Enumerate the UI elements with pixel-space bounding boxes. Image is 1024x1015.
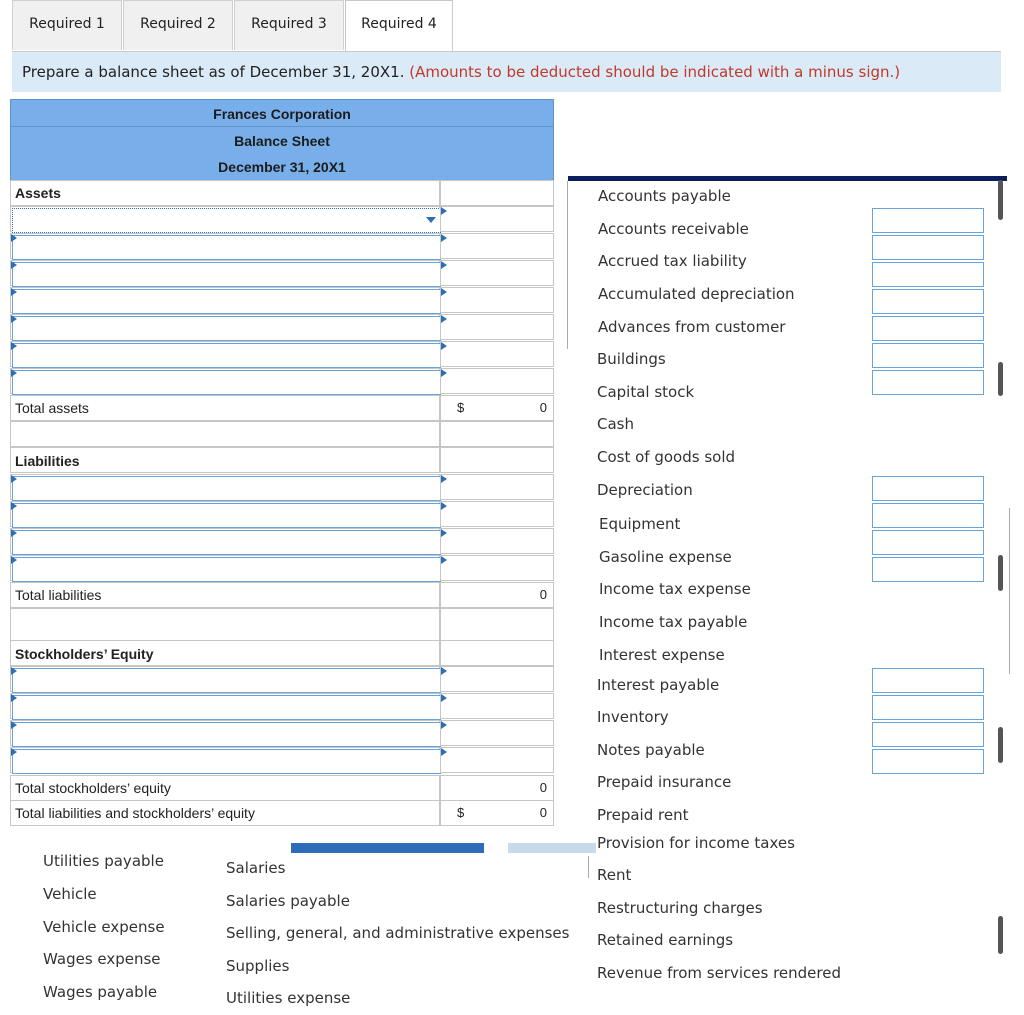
option-item[interactable]: Equipment	[599, 515, 681, 533]
triangle-marker-icon	[11, 288, 17, 296]
total-assets-value: 0	[539, 400, 547, 415]
total-liabilities-row	[10, 582, 554, 608]
tab-required-4[interactable]: Required 4	[345, 0, 453, 51]
asset-amount-input[interactable]	[872, 262, 984, 287]
option-item[interactable]: Accounts payable	[598, 187, 731, 205]
liabilities-label: Liabilities	[10, 447, 440, 473]
total-le-label: Total liabilities and stockholders’ equity	[10, 800, 440, 826]
total-equity-row	[10, 775, 554, 801]
triangle-marker-icon	[441, 529, 447, 537]
asset-account-select[interactable]	[12, 289, 441, 314]
equity-amount-input[interactable]	[872, 749, 984, 774]
liability-account-select[interactable]	[12, 476, 441, 501]
equity-account-select[interactable]	[12, 749, 441, 774]
liability-account-select[interactable]	[12, 557, 441, 582]
currency-symbol: $	[457, 400, 465, 415]
option-item[interactable]: Retained earnings	[597, 931, 734, 949]
option-item[interactable]: Utilities payable	[43, 852, 164, 870]
total-le-value: 0	[539, 805, 547, 820]
company-name: Frances Corporation	[10, 99, 554, 127]
option-item[interactable]: Accrued tax liability	[598, 252, 747, 270]
total-equity-label: Total stockholders’ equity	[10, 775, 440, 801]
option-item[interactable]: Gasoline expense	[599, 548, 732, 566]
triangle-marker-icon	[441, 234, 447, 242]
triangle-marker-icon	[11, 261, 17, 269]
triangle-marker-icon	[11, 369, 17, 377]
asset-row	[10, 287, 554, 313]
scrollbar-thumb[interactable]	[998, 555, 1003, 591]
triangle-marker-icon	[11, 475, 17, 483]
triangle-marker-icon	[441, 556, 447, 564]
option-item[interactable]: Vehicle	[43, 885, 97, 903]
liability-amount-input[interactable]	[872, 503, 984, 528]
triangle-marker-icon	[441, 748, 447, 756]
triangle-marker-icon	[11, 502, 17, 510]
liability-row	[10, 501, 554, 527]
option-item[interactable]: Rent	[597, 866, 632, 884]
asset-row	[10, 314, 554, 340]
option-item[interactable]: Prepaid rent	[597, 806, 689, 824]
option-item[interactable]: Restructuring charges	[597, 899, 763, 917]
instruction-note: (Amounts to be deducted should be indicated with a minus sign.)	[409, 63, 901, 81]
instruction-text: Prepare a balance sheet as of December 31, 20X1.	[22, 63, 405, 81]
option-item[interactable]: Advances from customer	[598, 318, 786, 336]
divider	[567, 181, 568, 349]
triangle-marker-icon	[11, 721, 17, 729]
liability-account-select[interactable]	[12, 503, 441, 528]
divider	[588, 856, 589, 878]
equity-row	[10, 720, 554, 746]
asset-amount-input[interactable]	[872, 289, 984, 314]
tab-required-1[interactable]: Required 1	[12, 0, 122, 50]
liability-amount-input[interactable]	[872, 557, 984, 582]
liability-row	[10, 555, 554, 581]
liability-row	[10, 474, 554, 500]
triangle-marker-icon	[441, 261, 447, 269]
total-equity-value: 0	[539, 780, 547, 795]
asset-account-select[interactable]	[12, 235, 441, 260]
option-item[interactable]: Income tax expense	[599, 580, 751, 598]
triangle-marker-icon	[441, 207, 447, 215]
equity-account-select[interactable]	[12, 722, 441, 747]
sheet-date: December 31, 20X1	[218, 159, 346, 175]
option-item[interactable]: Supplies	[226, 957, 290, 975]
asset-amount-input[interactable]	[872, 316, 984, 341]
currency-symbol: $	[457, 805, 465, 820]
triangle-marker-icon	[11, 556, 17, 564]
dropdown-top-border	[568, 176, 1007, 181]
scrollbar-thumb[interactable]	[998, 180, 1003, 220]
tab-bar	[12, 0, 1001, 52]
scrollbar-thumb[interactable]	[998, 362, 1003, 396]
equity-amount-input[interactable]	[872, 695, 984, 720]
asset-account-select[interactable]	[12, 316, 441, 341]
triangle-marker-icon	[441, 315, 447, 323]
option-item[interactable]: Vehicle expense	[43, 918, 165, 936]
triangle-marker-icon	[11, 748, 17, 756]
option-item[interactable]: Salaries payable	[226, 892, 350, 910]
triangle-marker-icon	[11, 667, 17, 675]
asset-amount-input[interactable]	[872, 370, 984, 395]
scrollbar-thumb[interactable]	[998, 916, 1003, 954]
asset-row	[10, 206, 554, 232]
option-item[interactable]: Income tax payable	[599, 613, 748, 631]
sheet-title: Balance Sheet	[234, 133, 330, 149]
tab-required-3[interactable]: Required 3	[234, 0, 344, 50]
liabilities-header-row	[10, 447, 554, 473]
option-item[interactable]: Prepaid insurance	[597, 773, 732, 791]
option-item[interactable]: Provision for income taxes	[597, 834, 795, 852]
equity-amount-input[interactable]	[872, 668, 984, 693]
triangle-marker-icon	[441, 369, 447, 377]
option-item[interactable]: Cash	[597, 415, 634, 433]
option-item[interactable]: Selling, general, and administrative expenses	[226, 924, 570, 942]
total-assets-row	[10, 395, 554, 421]
instruction-bar	[12, 52, 1001, 92]
triangle-marker-icon	[441, 475, 447, 483]
triangle-marker-icon	[441, 288, 447, 296]
option-item[interactable]: Notes payable	[597, 741, 705, 759]
asset-amount-input[interactable]	[872, 235, 984, 260]
liability-amount-input[interactable]	[872, 530, 984, 555]
equity-amount-input[interactable]	[872, 722, 984, 747]
assets-header-row	[10, 180, 554, 206]
option-item[interactable]: Capital stock	[597, 383, 695, 401]
option-item[interactable]: Salaries	[226, 859, 286, 877]
equity-row	[10, 747, 554, 773]
primary-button[interactable]	[291, 843, 484, 853]
option-item[interactable]: Buildings	[597, 350, 666, 368]
option-item[interactable]: Revenue from services rendered	[597, 964, 841, 982]
total-liabilities-label: Total liabilities	[10, 582, 440, 608]
option-item[interactable]: Interest expense	[599, 646, 725, 664]
secondary-button[interactable]	[508, 843, 596, 853]
asset-row	[10, 341, 554, 367]
scrollbar-thumb[interactable]	[998, 727, 1003, 763]
asset-row	[10, 260, 554, 286]
triangle-marker-icon	[441, 342, 447, 350]
option-item[interactable]: Accumulated depreciation	[598, 285, 795, 303]
liability-account-select[interactable]	[12, 530, 441, 555]
asset-account-select[interactable]	[12, 370, 441, 395]
chevron-down-icon	[426, 217, 436, 223]
asset-amount-input[interactable]	[872, 208, 984, 233]
option-item[interactable]: Wages payable	[43, 983, 158, 1001]
option-item[interactable]: Interest payable	[597, 676, 720, 694]
equity-row	[10, 666, 554, 692]
asset-account-select[interactable]	[12, 343, 441, 368]
equity-header-row	[10, 640, 554, 666]
triangle-marker-icon	[11, 315, 17, 323]
liability-amount-input[interactable]	[872, 476, 984, 501]
triangle-marker-icon	[441, 721, 447, 729]
tab-required-2[interactable]: Required 2	[123, 0, 233, 50]
triangle-marker-icon	[11, 234, 17, 242]
triangle-marker-icon	[441, 667, 447, 675]
option-item[interactable]: Inventory	[597, 708, 669, 726]
equity-account-select[interactable]	[12, 668, 441, 693]
option-item[interactable]: Utilities expense	[226, 989, 351, 1007]
equity-row	[10, 693, 554, 719]
option-item[interactable]: Accounts receivable	[598, 220, 749, 238]
triangle-marker-icon	[441, 694, 447, 702]
equity-label: Stockholders’ Equity	[10, 640, 440, 666]
option-item[interactable]: Wages expense	[43, 950, 161, 968]
asset-account-select[interactable]	[12, 262, 441, 287]
liability-row	[10, 528, 554, 554]
sheet-title-block	[10, 126, 554, 181]
triangle-marker-icon	[11, 529, 17, 537]
asset-row	[10, 233, 554, 259]
option-item[interactable]: Depreciation	[597, 481, 693, 499]
assets-label: Assets	[10, 180, 440, 206]
option-item[interactable]: Cost of goods sold	[597, 448, 736, 466]
divider	[1009, 508, 1010, 674]
triangle-marker-icon	[11, 694, 17, 702]
triangle-marker-icon	[441, 502, 447, 510]
asset-row	[10, 368, 554, 394]
triangle-marker-icon	[11, 342, 17, 350]
total-assets-label: Total assets	[10, 395, 440, 421]
asset-amount-input[interactable]	[872, 343, 984, 368]
equity-account-select[interactable]	[12, 695, 441, 720]
total-le-row	[10, 800, 554, 826]
total-liabilities-value: 0	[539, 587, 547, 602]
asset-account-select[interactable]	[12, 208, 441, 233]
